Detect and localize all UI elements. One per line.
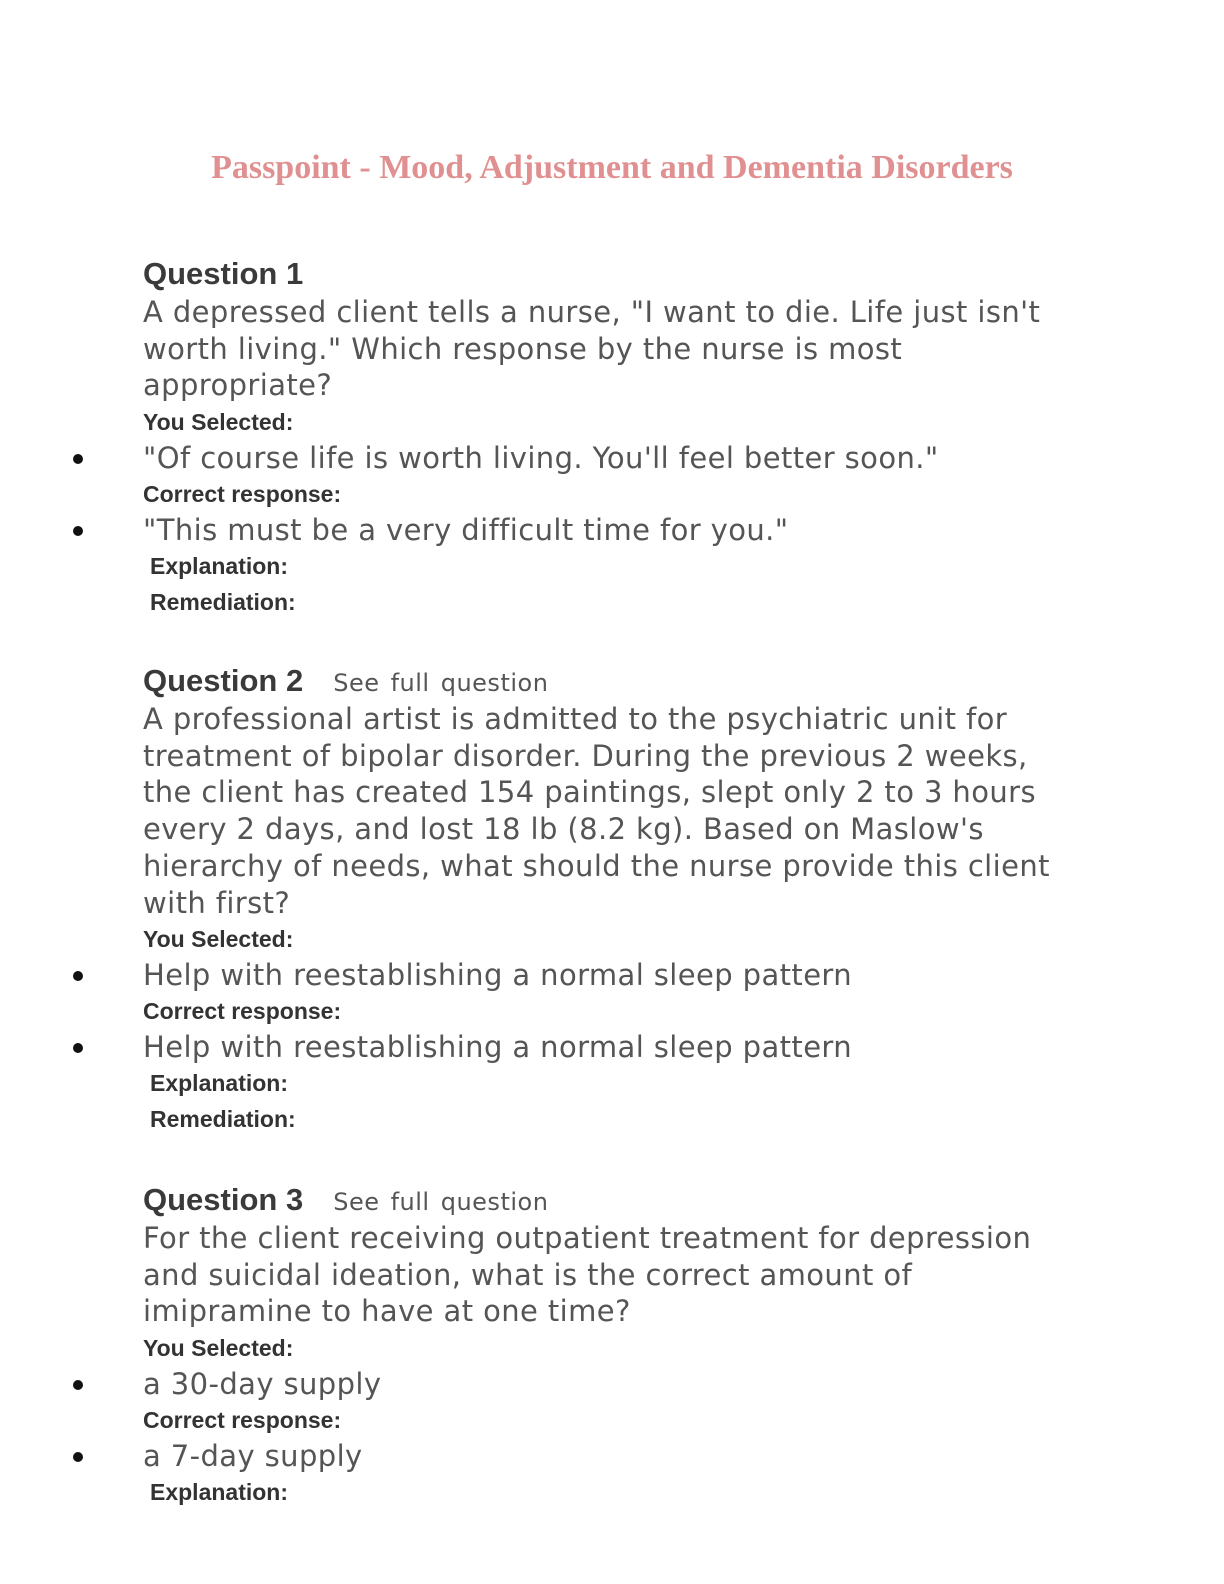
question-text: For the client receiving outpatient treatment for depression and suicidal ideation, what is the correct amount of imipramine to have at one time? (143, 1221, 1032, 1329)
question-number: Question 3 (143, 1182, 304, 1217)
see-full-question-link[interactable]: See full question (333, 669, 549, 697)
you-selected-label: You Selected: (143, 926, 294, 953)
correct-response-label: Correct response: (143, 1407, 342, 1434)
question-number: Question 2 (143, 663, 304, 698)
selected-answer-text: a 30-day supply (143, 1367, 382, 1402)
question-number: Question 1 (143, 256, 304, 291)
selected-answer (143, 440, 1083, 476)
remediation-label: Remediation: (150, 1106, 296, 1133)
correct-response-label: Correct response: (143, 481, 342, 508)
explanation-label: Explanation: (150, 1479, 289, 1506)
question-header (143, 661, 1083, 701)
you-selected-label: You Selected: (143, 409, 294, 436)
bullet-icon (73, 1380, 83, 1390)
correct-answer (143, 1029, 1083, 1065)
correct-answer-text: Help with reestablishing a normal sleep pattern (143, 1030, 853, 1065)
selected-answer-text: "Of course life is worth living. You'll feel better soon." (143, 441, 939, 476)
question-block (143, 254, 1083, 620)
question-header (143, 254, 1083, 294)
remediation-label: Remediation: (150, 589, 296, 616)
question-block (143, 661, 1083, 1137)
correct-response-label: Correct response: (143, 998, 342, 1025)
selected-answer (143, 957, 1083, 993)
bullet-icon (73, 1043, 83, 1053)
explanation-label: Explanation: (150, 553, 289, 580)
document-title: Passpoint - Mood, Adjustment and Dementia Disorders (211, 149, 1013, 186)
correct-answer (143, 1438, 1083, 1474)
question-text: A professional artist is admitted to the psychiatric unit for treatment of bipolar disorder. During the previous 2 weeks, the client has created 154 paintings, slept only 2 to 3 hours every 2 days, and lost 18 lb (8.2 kg). Based on Maslow's hierarchy of needs, what should the nurse provide this client with first? (143, 702, 1050, 920)
bullet-icon (73, 1452, 83, 1462)
correct-answer-text: "This must be a very difficult time for you." (143, 513, 789, 548)
selected-answer-text: Help with reestablishing a normal sleep pattern (143, 958, 853, 993)
correct-answer-text: a 7-day supply (143, 1439, 363, 1474)
question-text: A depressed client tells a nurse, "I want to die. Life just isn't worth living." Which response by the nurse is most appropriate? (143, 295, 1041, 403)
correct-answer (143, 512, 1083, 548)
question-block (143, 1180, 1083, 1510)
bullet-icon (73, 454, 83, 464)
you-selected-label: You Selected: (143, 1335, 294, 1362)
bullet-icon (73, 526, 83, 536)
see-full-question-link[interactable]: See full question (333, 1188, 549, 1216)
question-header (143, 1180, 1083, 1220)
bullet-icon (73, 971, 83, 981)
explanation-label: Explanation: (150, 1070, 289, 1097)
selected-answer (143, 1366, 1083, 1402)
